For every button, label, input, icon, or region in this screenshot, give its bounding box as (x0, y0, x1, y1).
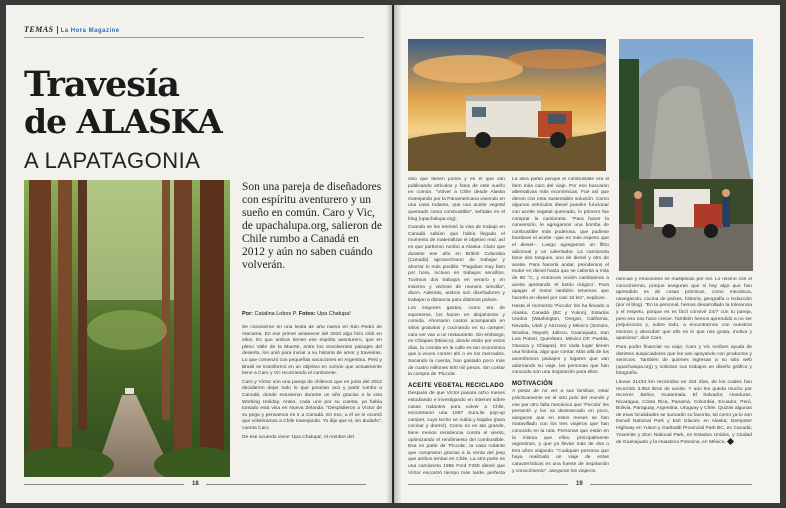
title-line-1: Travesía (24, 64, 179, 105)
magazine-brand: La Hora Magazine (60, 28, 120, 34)
body-paragraph: Después de que Víctor pasara ocho meses estudiando e investigando en internet sobre casas rodantes para volver a Chile, encontraron una 1997 SunLite pop-up camper, cuyo techo se subía y bajaba (para cocinar y dormir). Como no es tan grande, tiene menos resistencia contra el viento, optimizando el rendimiento del combustible. Esa es parte de 'Piccola', la casa rodante que compraron gracias a la venta del jeep que ambos tenían en Chile. La otra parte es una camioneta 1996 Ford F250 diesel que Víctor encontró tiempo más tarde, perfecta (408, 391, 505, 476)
body-paragraph: La idea partió porque el combustible era el ítem más caro del viaje. Por eso buscaron alternativas más económicas. Fue así que dieron con esta sustentable solución. Como algunos vehículos diesel pueden funcionar con aceite vegetal quemado, lo primero fue comprar la camioneta. "Para hacer la conversión, le agregamos una bomba de combustible más poderosa, que pudiese bombear el aceite –que es más espeso que el diesel–. Luego agregamos un filtro adicional y un calentador. La camioneta tiene dos tanques, uno de diesel y otro de aceite. Para hacerla andar, prendemos el motor en diesel hasta que se calienta a más de 80 °C, y entonces recién cambiamos a aceite apretando 'el botón mágico'. Para apagar el motor también tenemos que hacerlo en diesel por casi 10 km", explican. (512, 177, 609, 301)
folio-rule (590, 484, 752, 485)
body-paragraph: Para poder financiar su viaje, Caro y Vic reciben ayuda de distintos auspiciadores que les van apoyando con productos y servicios. También de quienes ingresan a su sitio web (upachalupa.org) y solicitan sus trabajos en diseño gráfico y fotografía. (616, 344, 752, 377)
left-page-number: 18 (192, 481, 199, 487)
closing-text: Llevan 21434 km recorridos en 424 días, de los cuales han recorrido 3.853 litros de aceite. Y aún les queda mucho por recorrer: Belice, Guatemala, El Salvador, Honduras, Nicaragua, Costa Rica, Panamá, Colombia, Ecuador, Perú, Bolivia, Paraguay, Argentina, Uruguay y Chile. Quizás algunas de esas localidades se sumarán su favorita, tal como ya lo son Denali National Park y Exit Glacier, en Alaska; Dempster Highway en Yukon y Garibaldi Provincial Park BC, en Canadá; Yosemite y Zion National Park, en Estados Unidos, y Ciudad de Guanajuato y la Huasteca Potosina, en México. (616, 379, 752, 446)
header-rule (24, 37, 364, 38)
yosemite-cliff-photo (619, 39, 753, 271)
body-paragraph: Cuando se les terminó la visa de trabajo en Canadá sabían que había llegado el momento de materializar el objetivo real, así es que partieron rumbo a Alaska. Claro que durante ese año en British Columbia (Canadá) aprovecharon de trabajar y ahorrar lo más posible. "Pagabas muy bien por hora, incluso en trabajos sencillos. Tuvimos dos trabajos en verano y en invierno y vivimos de manera sencilla", dicen. Además, ambos son diseñadores y trabajan a distancia para distintos países. (408, 225, 505, 303)
body-paragraph: Se conocieron en una fiesta de año nuevo en San Pedro de Atacama. En ese primer amanecer del 2010 algo hizo click en ellos. Es que ambos tienen ese espíritu aventurero, que en pleno Valle de la Muerte, entre los envolventes paisajes del desierto, los unió para iniciar a su historia de amor y travesías. Lo que comenzó con pequeñas vacaciones en Argentina, Perú y Brasil se transformó en un objetivo en común que actualmente tiene a Caro y Vic recorriendo el continente. (242, 325, 382, 377)
byline-author: Catalina Lobos P. (254, 311, 298, 317)
page-gutter (386, 5, 402, 503)
subheading-aceite: ACEITE VEGETAL RECICLADO (408, 382, 504, 389)
right-body-column-1 (408, 177, 505, 477)
left-page (6, 5, 392, 503)
body-paragraph: riencias y emociones se multiplican por mil. Lo mismo con el conocimiento, porque aseguran que si hay algo que han aprendido es de cosas prácticas, como mecánica, navegación, cocina de países, historia, geografía o redacción (por el blog). "En la personal, hemos desarrollado la tolerancia y el respeto, porque es es fácil convivir 24/7 con tu pareja, pero eso nos hace crecer. También hemos aprendido a no ser prejuiciosos y, sobre todo, a encontrarnos con nuestros mismos y descubrir que ello es lo que nos gusta, motiva y apasiona", dice Caro. (616, 277, 752, 342)
byline-label: Por: (242, 311, 253, 317)
folio-rule (408, 484, 568, 485)
camper-truck-photo (408, 39, 606, 171)
right-body-column-2 (512, 177, 609, 477)
right-page-number: 19 (576, 481, 583, 487)
body-paragraph: De ese acuerdo viene 'Upa Chalupa', el nombre del (242, 434, 354, 440)
title-line-3: A LAPATAGONIA (24, 148, 201, 173)
photo-credit: Upa Chalupa! (317, 311, 351, 317)
body-paragraph (616, 380, 752, 447)
byline (242, 311, 382, 317)
body-paragraph: Los mayores gastos, como era de suponerse, los hacen en alojamiento y comida. Ahorraron costos acampando en sitios gratuitos y cocinando en su camper; cara ver van a un restaurante. Sin embargo, en Chiapas (México), donde están por estos días, la comida en la calle es tan económica que a veces comen ahí o en los mercados. Sacando la cuenta, han gastado poco más de cuatro millones 500 mil pesos. Sin contar la compra de 'Piccola'. (408, 306, 505, 378)
photo-label: Fotos: (298, 311, 316, 317)
forest-road-photo (24, 180, 230, 477)
section-label: TEMAS (24, 25, 54, 34)
body-paragraph: Hasta el momento 'Piccola' los ha llevado a Alaska, Canadá (BC y Yukon), Estados Unidos (Washington, Oregon, California, Nevada, Utah y Arizona) y México (Sonora, Sinaloa, Nayarit, Jalisco, Guanajuato, San Luis Potosí, Querétaro, México DF, Puebla, Oaxaca y Chiapas). En cada lugar tienen una historia, algo que contar. Más allá de los asombrosos paisajes y lugares que van adornando su viaje, las personas que han conocido son una inspiración para ellos. (512, 304, 609, 376)
subheading-motivacion: MOTIVACIÓN (512, 380, 553, 387)
end-mark-icon (727, 438, 734, 445)
right-page (394, 5, 780, 503)
folio-rule (206, 484, 366, 485)
magazine-spread (6, 5, 780, 503)
left-body-column (242, 325, 382, 477)
section-header (24, 25, 120, 34)
body-paragraph: sitio que tienen juntos y en el que van publicando artículos y fotos de este sueño en común. "Volver a Chile desde Alaska manejando por la Panamericana viviendo en una casa rodante, que usa aceite vegetal quemado como combustible", señalan en el blog (upachalupa.org). (408, 177, 505, 222)
title-line-2: de ALASKA (24, 102, 222, 141)
lead-paragraph: Son una pareja de diseñadores con espíritu aventurero y un sueño en común. Caro y Vic, de upachalupa.org, salieron de Chile rumbo a Canadá en 2012 y aún no saben cuándo volverán. (242, 181, 382, 271)
right-body-column-3 (616, 277, 752, 477)
folio-rule (24, 484, 184, 485)
body-paragraph: Caro y Víctor son una pareja de chilenos que en junio del 2012 decidieron dejar todo lo que poseían acá y partir rumbo a Canadá, donde estuvieron durante un año gracias a la visa Working Holiday. Antes, cada uno por su cuenta, ya había tomado esta visa en Nueva Zelanda. "Desplidieron a Víctor de su pega y pensamos en ir a Canadá. En eso, a él se le ocurrió que volviéramos a Chile manejando. Yo dije que sí, sin dudarlo", cuenta Caro. (242, 379, 382, 431)
body-paragraph: A pesar de no ver a sus familias, estar prácticamente en el otro polo del mundo y ese par otro falta mecánica que 'Piccola' les presentó y los va destrancado en poco, aseguran que en estos meses se han maravillado con los tres viajeros que han conocido en la ruta. Personas que están en la misma que ellos, principalmente argentinos, y que ya llevan más de dos o tres años viajando. "Cualquier persona que haya realizado un viaje de estas características es una fuente de inspiración y conocimiento", aseguran los viajeros. (512, 389, 609, 474)
